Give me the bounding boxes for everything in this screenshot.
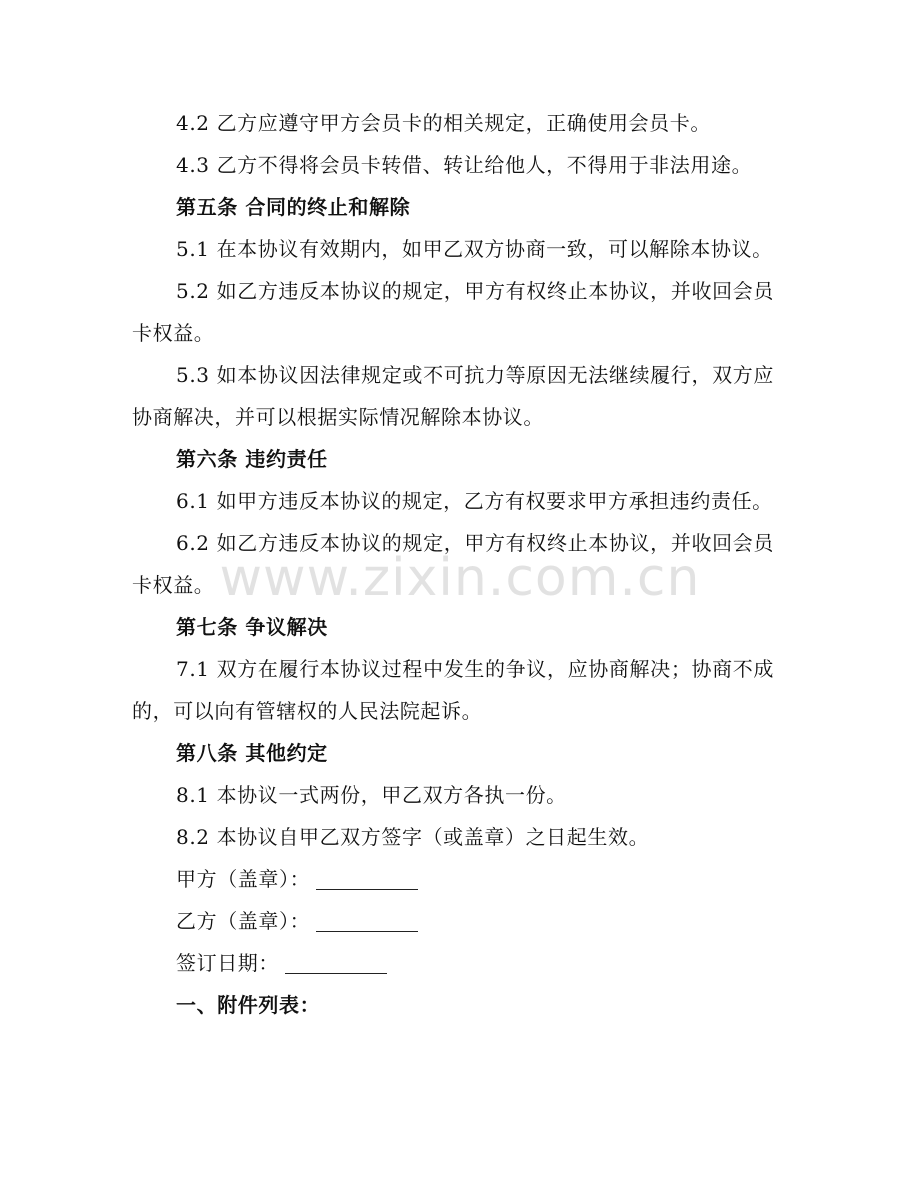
article-5-heading: 第五条 合同的终止和解除 <box>176 195 411 219</box>
signature-party-b <box>132 900 774 942</box>
clause-4-3: 4.3 乙方不得将会员卡转借、转让给他人，不得用于非法用途。 <box>176 153 753 177</box>
signature-party-b-line <box>316 907 418 932</box>
clause-8-2: 8.2 本协议自甲乙双方签字（或盖章）之日起生效。 <box>176 825 650 849</box>
signature-date <box>132 942 774 984</box>
signature-date-line <box>285 949 387 974</box>
clause-6-2: 6.2 如乙方违反本协议的规定，甲方有权终止本协议，并收回会员卡权益。 <box>132 531 774 597</box>
clause-7-1: 7.1 双方在履行本协议过程中发生的争议，应协商解决；协商不成的，可以向有管辖权的人民法院起诉。 <box>132 657 774 723</box>
clause-8-1: 8.1 本协议一式两份，甲乙双方各执一份。 <box>176 783 567 807</box>
signature-party-b-label: 乙方（盖章）： <box>176 909 311 933</box>
article-7-heading: 第七条 争议解决 <box>176 615 328 639</box>
clause-5-2: 5.2 如乙方违反本协议的规定，甲方有权终止本协议，并收回会员卡权益。 <box>132 279 774 345</box>
signature-party-a-label: 甲方（盖章）： <box>176 867 311 891</box>
watermark: www.zixin.com.cn <box>219 548 701 608</box>
clause-5-3: 5.3 如本协议因法律规定或不可抗力等原因无法继续履行，双方应协商解决，并可以根据实际情况解除本协议。 <box>132 363 774 429</box>
signature-party-a <box>132 858 774 900</box>
clause-4-2: 4.2 乙方应遵守甲方会员卡的相关规定，正确使用会员卡。 <box>176 111 711 135</box>
clause-5-1: 5.1 在本协议有效期内，如甲乙双方协商一致，可以解除本协议。 <box>176 237 773 261</box>
signature-party-a-line <box>316 865 418 890</box>
document-body <box>132 102 774 1026</box>
article-6-heading: 第六条 违约责任 <box>176 447 328 471</box>
signature-date-label: 签订日期： <box>176 951 279 975</box>
attachment-heading: 一、附件列表： <box>176 993 321 1017</box>
article-8-heading: 第八条 其他约定 <box>176 741 328 765</box>
clause-6-1: 6.1 如甲方违反本协议的规定，乙方有权要求甲方承担违约责任。 <box>176 489 773 513</box>
